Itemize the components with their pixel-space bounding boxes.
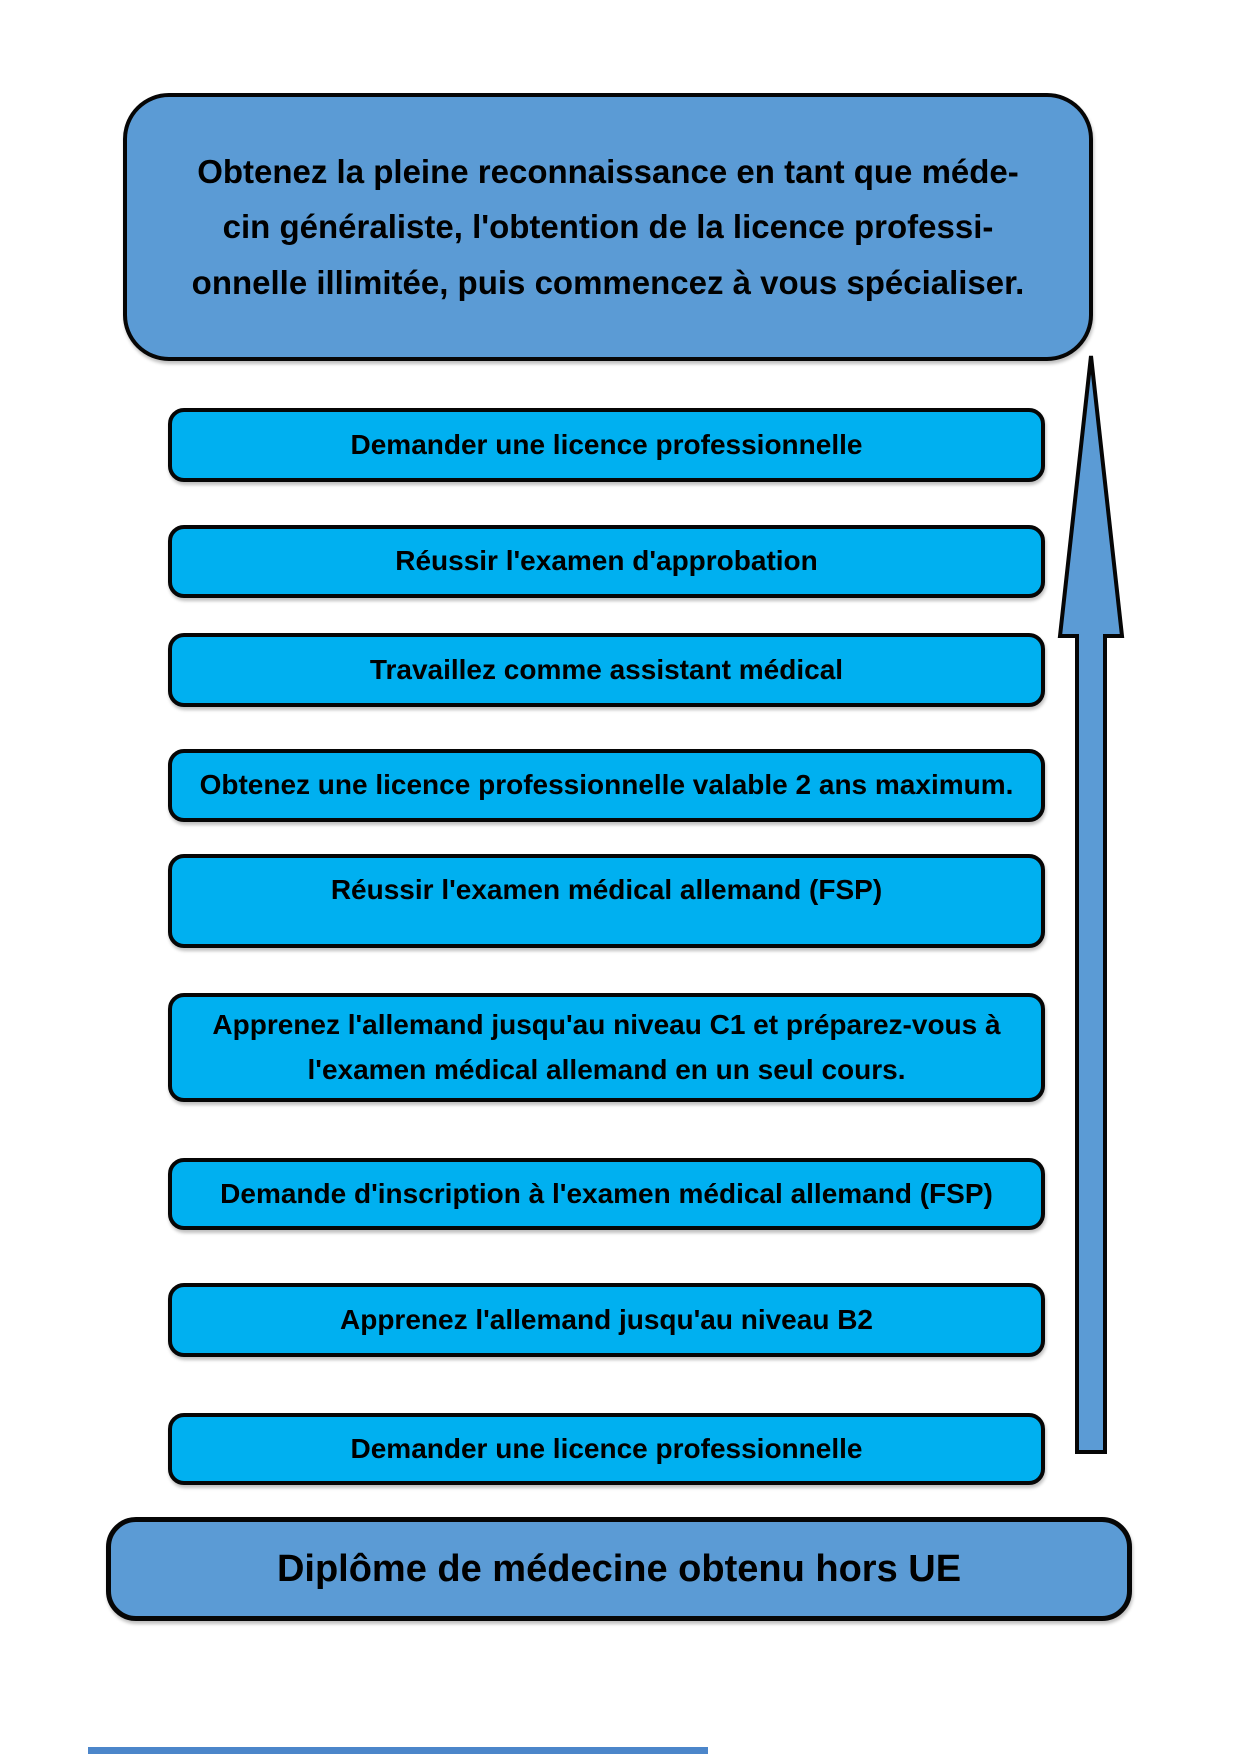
goal-line-3: onnelle illimitée, puis commencez à vous spécialiser. — [191, 263, 1025, 301]
up-arrow-icon — [1050, 352, 1134, 1458]
step-box-fsp-exam — [168, 854, 1045, 948]
step-label: Demande d'inscription à l'examen médical allemand (FSP) — [220, 1177, 993, 1209]
step-label: Réussir l'examen d'approbation — [395, 545, 818, 577]
step-label: Apprenez l'allemand jusqu'au niveau C1 et préparez-vous à l'examen médical allemand en un seul cours. — [212, 1008, 1001, 1085]
base-label: Diplôme de médecine obtenu hors UE — [276, 1547, 962, 1590]
step-label: Obtenez une licence professionnelle valable 2 ans maximum. — [199, 769, 1014, 801]
goal-line-2: cin généraliste, l'obtention de la licence professi- — [222, 208, 994, 246]
step-box-temporary-license — [168, 749, 1045, 822]
step-box-approbation-exam — [168, 525, 1045, 598]
step-label: Apprenez l'allemand jusqu'au niveau B2 — [340, 1303, 873, 1335]
cutoff-bottom-shape — [88, 1747, 708, 1754]
step-label: Demander une licence professionnelle — [350, 1432, 863, 1464]
step-box-apply-license-top — [168, 408, 1045, 482]
step-box-learn-c1 — [168, 993, 1045, 1102]
step-box-apply-license-bottom — [168, 1413, 1045, 1485]
goal-panel — [123, 93, 1093, 361]
goal-line-1: Obtenez la pleine reconnaissance en tant que méde- — [197, 153, 1019, 191]
step-label: Réussir l'examen médical allemand (FSP) — [330, 874, 883, 905]
step-label: Demander une licence professionnelle — [350, 428, 863, 460]
step-box-fsp-registration — [168, 1158, 1045, 1230]
step-box-learn-b2 — [168, 1283, 1045, 1357]
step-label: Travaillez comme assistant médical — [369, 653, 844, 685]
base-panel — [106, 1517, 1132, 1621]
step-box-work-assistant — [168, 633, 1045, 707]
